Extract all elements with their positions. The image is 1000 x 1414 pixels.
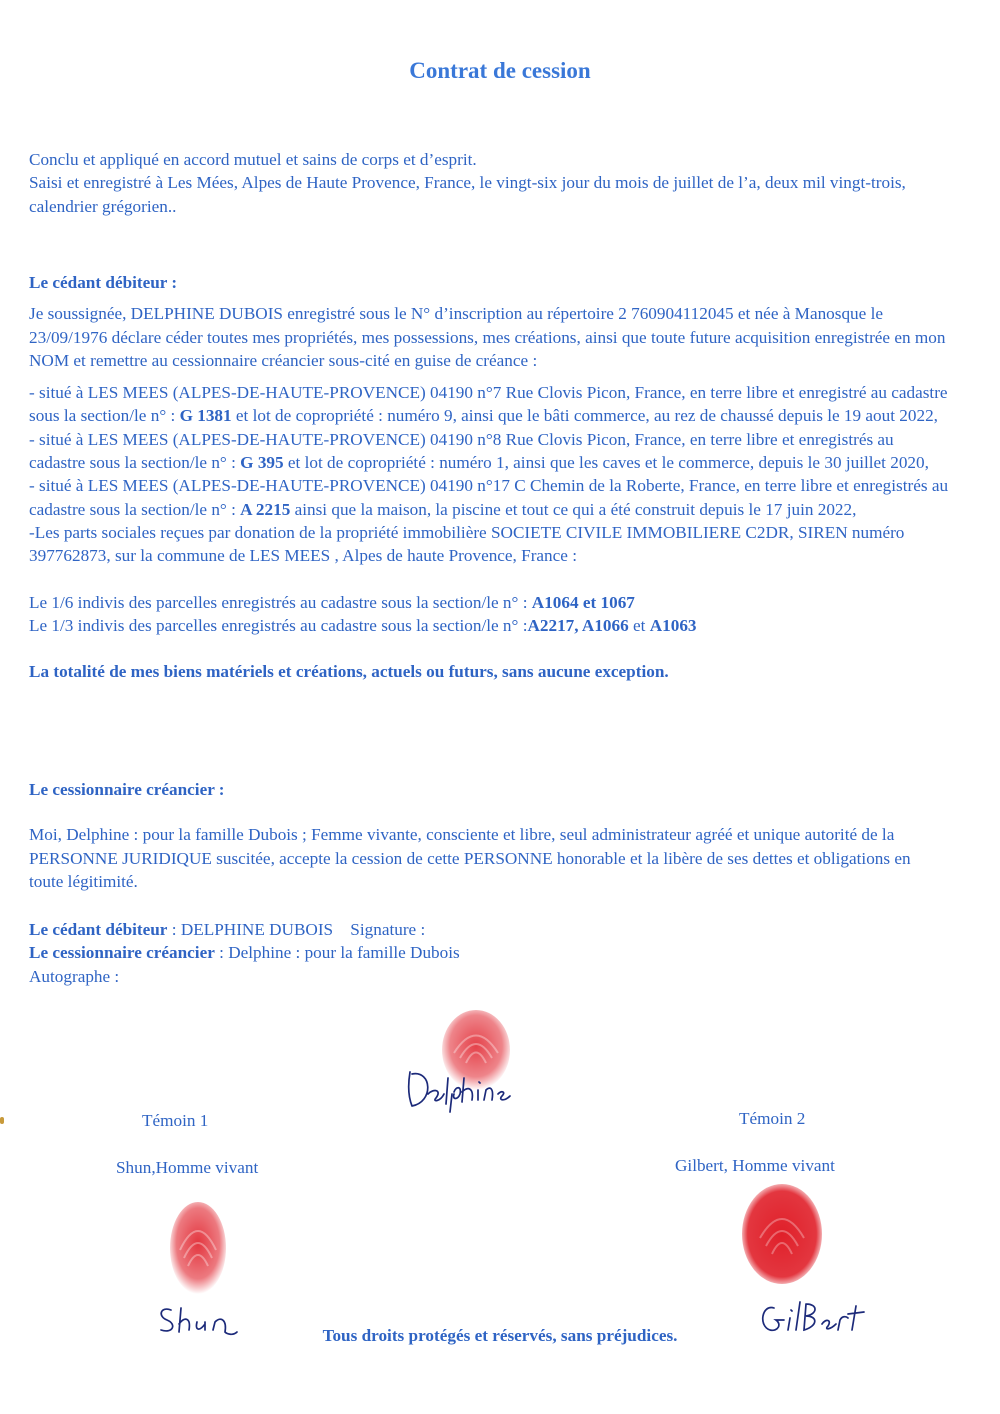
intro-line-2: Saisi et enregistré à Les Mées, Alpes de Haute Provence, France, le vingt-six jour du mois de juillet de l’a, deux mil vingt-trois, calendrier grégorien..	[29, 173, 906, 216]
witness-2-fingerprint	[738, 1182, 828, 1292]
cedant-heading: Le cédant débiteur :	[29, 273, 178, 292]
cessionnaire-section	[29, 778, 949, 893]
property-2-text-a: - situé à LES MEES (ALPES-DE-HAUTE-PROVENCE) 04190 n°8 Rue Clovis Picon, France, en terre libre et enregistrés au cadastre sous la section/le n° :	[29, 429, 894, 473]
indivis-1-refs: A1064 et 1067	[531, 592, 635, 612]
delphine-signature	[402, 1064, 514, 1112]
intro-block	[29, 148, 949, 218]
scan-speck	[0, 1117, 4, 1124]
indivis-line-1	[29, 591, 949, 614]
cedant-label: Le cédant débiteur	[29, 920, 168, 939]
cessionnaire-value: : Delphine : pour la famille Dubois	[214, 943, 460, 963]
autographe-label: Autographe :	[29, 966, 120, 986]
cessionnaire-text: Moi, Delphine : pour la famille Dubois ; Femme vivante, consciente et libre, seul administrateur agréé et unique autorité de la PERSONNE JURIDIQUE suscitée, accepte la cession de cette PERSONNE honorable et la libère de ses dettes et obligations en toute légitimité.	[29, 825, 911, 891]
cedant-signature-line	[29, 918, 949, 941]
intro-line-1: Conclu et appliqué en accord mutuel et sains de corps et d’esprit.	[29, 150, 477, 169]
cessionnaire-label: Le cessionnaire créancier	[29, 943, 215, 963]
totalite-statement: La totalité de mes biens matériels et créations, actuels ou futurs, sans aucune exception.	[29, 662, 669, 682]
property-2-text-b: et lot de copropriété : numéro 1, ainsi que les caves et le commerce, depuis le 30 juillet 2020,	[283, 453, 929, 473]
property-1-text-a: - situé à LES MEES (ALPES-DE-HAUTE-PROVENCE) 04190 n°7 Rue Clovis Picon, France, en terre libre et enregistré au cadastre sous la section/le n° :	[29, 383, 948, 426]
signature-block	[29, 918, 949, 988]
cedant-value: : DELPHINE DUBOIS Signature :	[167, 920, 426, 939]
witness-1-title: Témoin 1	[142, 1111, 209, 1130]
document-title: Contrat de cession	[409, 58, 591, 83]
witness-2-name: Gilbert, Homme vivant	[675, 1156, 835, 1175]
property-1-ref: G 1381	[179, 406, 232, 426]
indivis-2-text: Le 1/3 indivis des parcelles enregistrés au cadastre sous la section/le n° :	[29, 615, 528, 635]
property-2-ref: G 395	[240, 453, 284, 473]
cedant-declaration: Je soussignée, DELPHINE DUBOIS enregistré sous le N° d’inscription au répertoire 2 760904112045 et née à Manosque le 23/09/1976 déclare céder toutes mes propriétés, mes possessions, mes créations, ainsi que toute future acquisition enregistrée en mon NOM et remettre au cessionnaire créancier sous-cité en guise de créance :	[29, 304, 946, 370]
parts-sociales: -Les parts sociales reçues par donation de la propriété immobilière SOCIETE CIVILE IMMOBILIERE C2DR, SIREN numéro 397762873, sur la commune de LES MEES , Alpes de haute Provence, France :	[29, 522, 905, 566]
property-3-text-a: - situé à LES MEES (ALPES-DE-HAUTE-PROVENCE) 04190 n°17 C Chemin de la Roberte, France, en terre libre et enregistrés au cadastre sous la section/le n° :	[29, 476, 949, 519]
witness-1-name: Shun,Homme vivant	[116, 1158, 259, 1177]
property-1-text-b: et lot de copropriété : numéro 9, ainsi que le bâti commerce, au rez de chaussé depuis le 19 aout 2022,	[231, 406, 938, 426]
property-3-text-b: ainsi que la maison, la piscine et tout ce qui a été construit depuis le 17 juin 2022,	[290, 499, 857, 519]
indivis-2-et: et	[628, 615, 650, 635]
property-3-ref: A 2215	[240, 499, 291, 519]
cedant-section	[29, 271, 949, 683]
indivis-line-2	[29, 614, 949, 637]
cessionnaire-heading: Le cessionnaire créancier :	[29, 780, 225, 799]
witness-1-fingerprint	[166, 1200, 232, 1300]
property-item-2	[29, 428, 949, 475]
footer-notice: Tous droits protégés et réservés, sans préjudices.	[322, 1326, 678, 1345]
witness-2-title: Témoin 2	[739, 1109, 806, 1128]
indivis-1-text: Le 1/6 indivis des parcelles enregistrés au cadastre sous la section/le n° :	[29, 592, 532, 612]
property-item-3	[29, 474, 949, 521]
property-item-1	[29, 381, 949, 428]
indivis-2-ref-a: A2217, A1066	[527, 615, 629, 635]
indivis-2-ref-b: A1063	[649, 615, 697, 635]
cessionnaire-signature-line	[29, 941, 949, 964]
